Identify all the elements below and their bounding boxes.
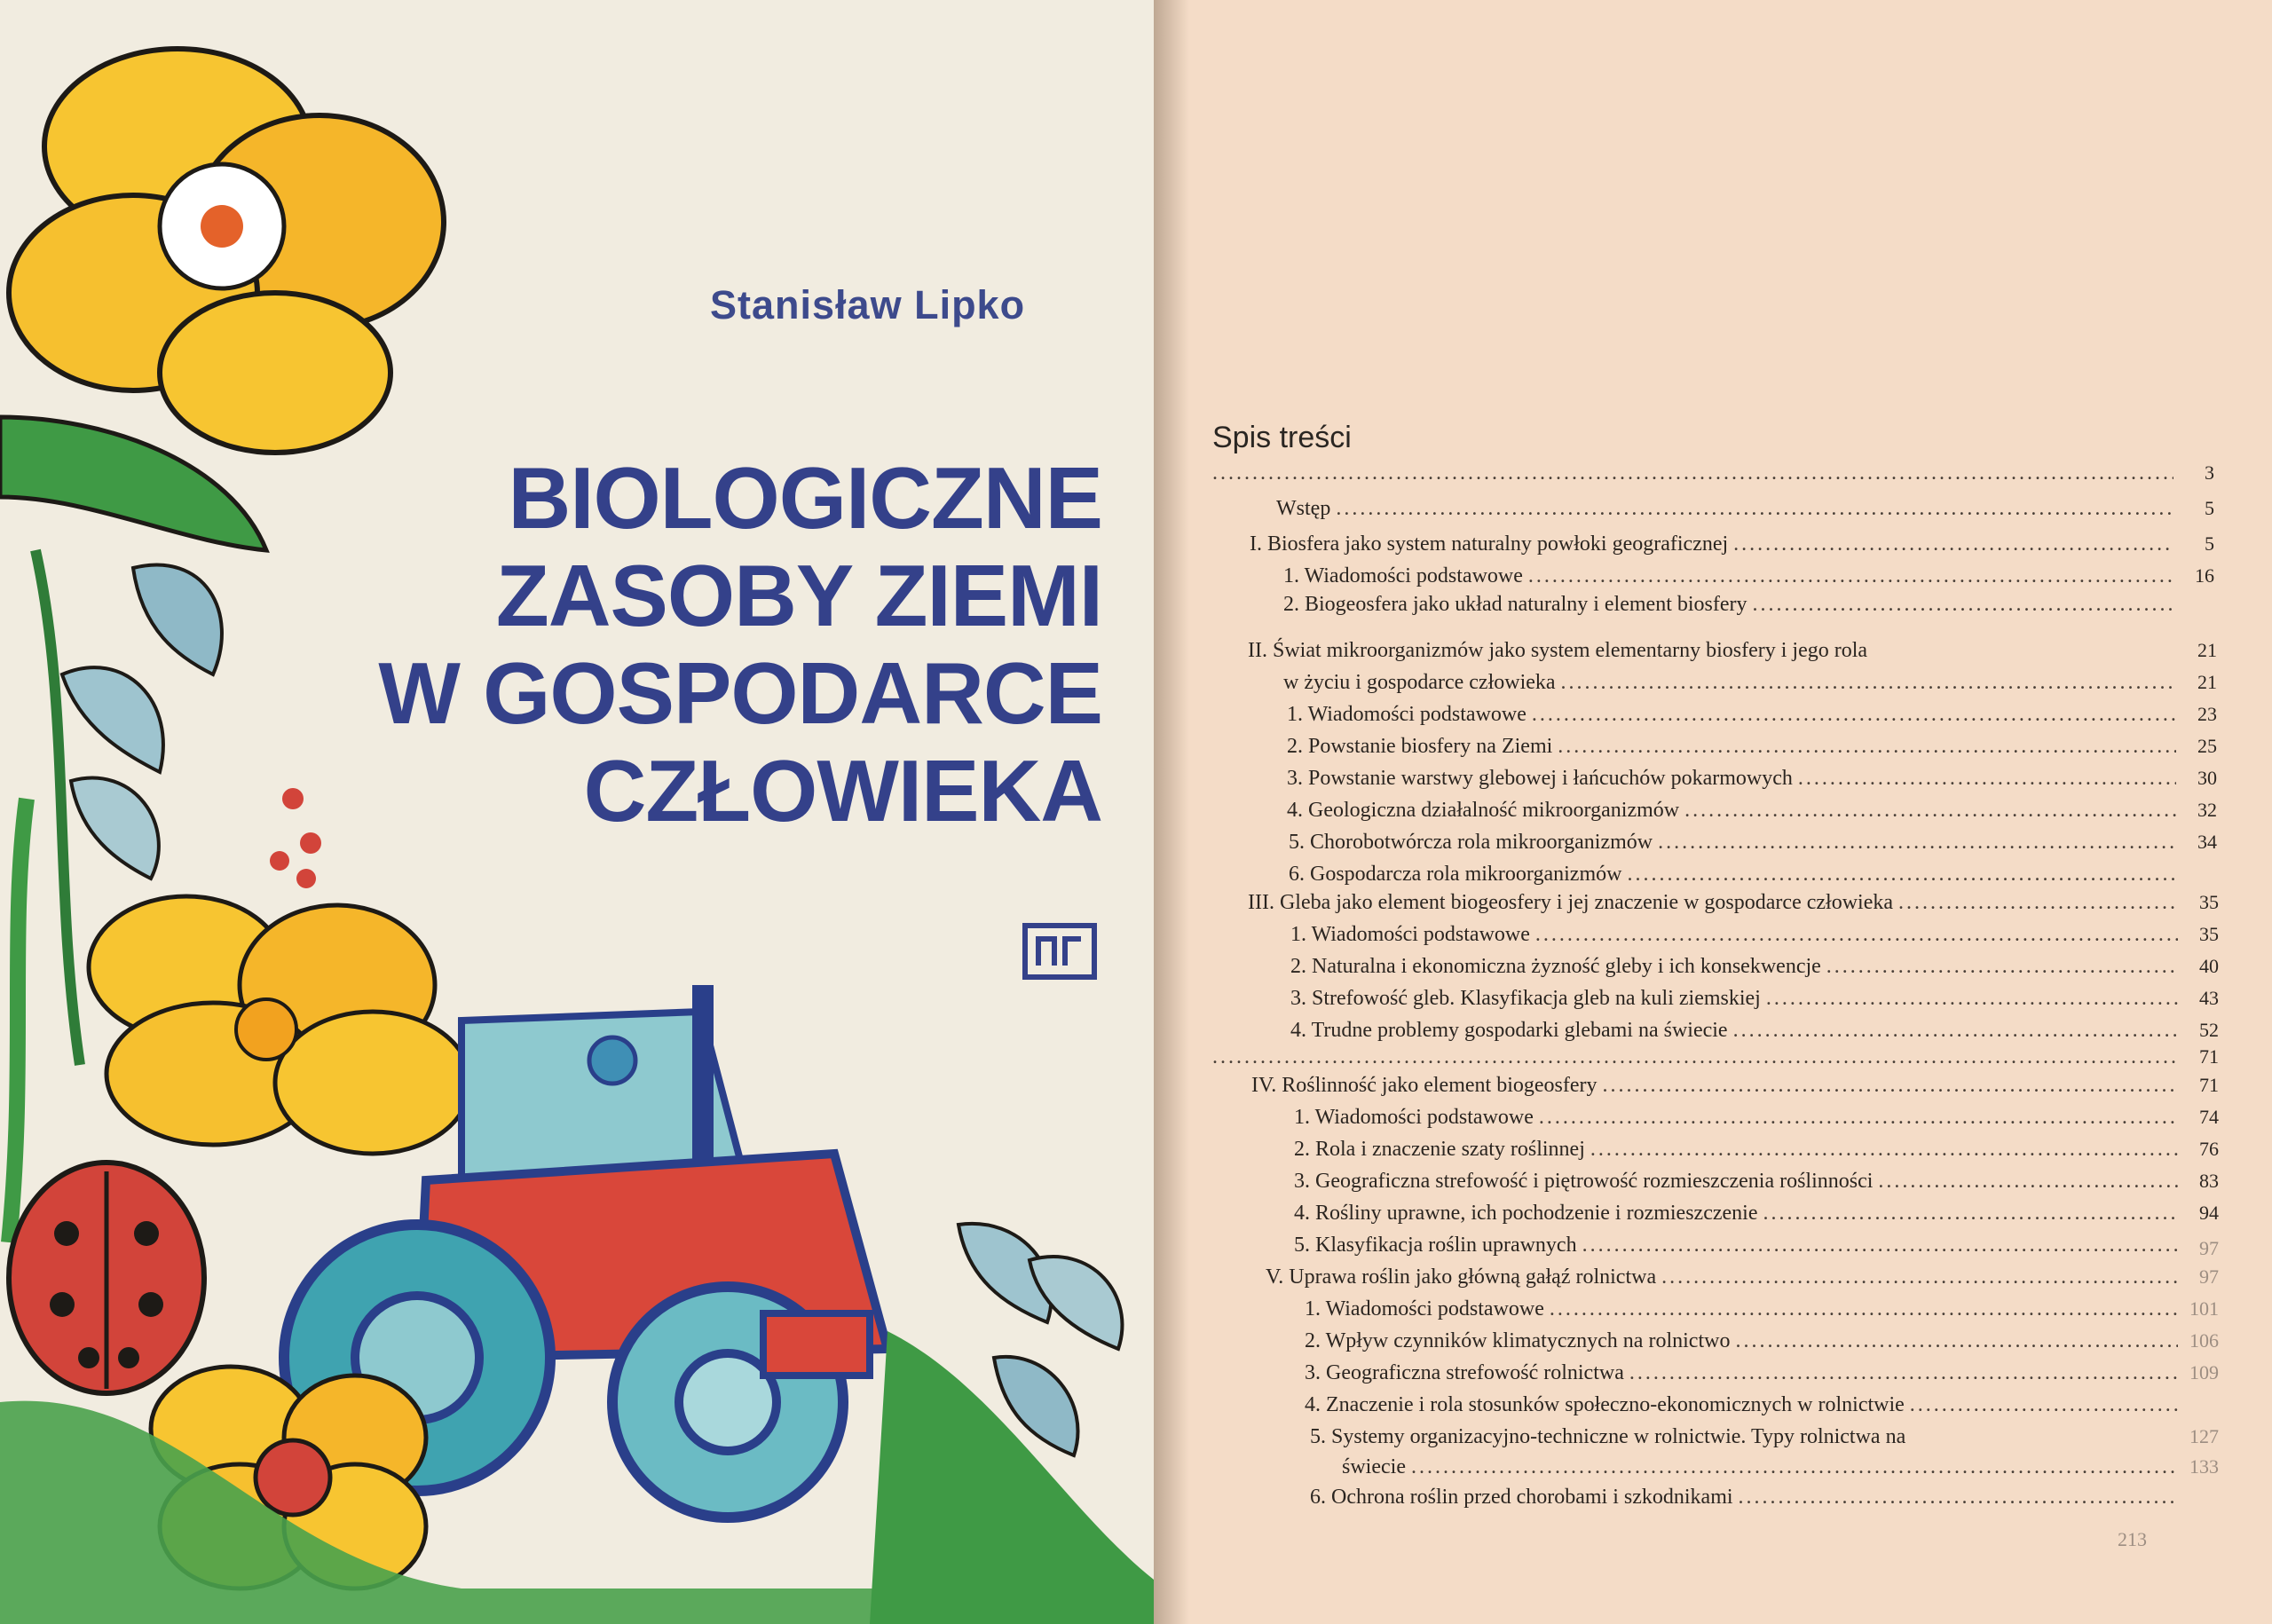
toc-entry: w życiu i gospodarce człowieka ..... 21 [1283, 671, 2217, 695]
toc-entry: ..... 71 [1207, 1045, 2219, 1069]
contents-page [1154, 0, 2272, 1624]
toc-entry: 2. Rola i znaczenie szaty roślinnej ..... 76 [1294, 1138, 2219, 1162]
toc-entry: 1. Wiadomości podstawowe ..... 23 [1287, 703, 2217, 727]
title-line: ZASOBY ZIEMI [495, 547, 1102, 644]
toc-entry: II. Świat mikroorganizmów jako system elementarny biosfery i jego rola 21 [1248, 639, 2217, 662]
title-line: CZŁOWIEKA [583, 742, 1102, 840]
ladybug [9, 1163, 204, 1393]
toc-entry: III. Gleba jako element biogeosfery i jej znaczenie w gospodarce człowieka ..... 35 [1248, 891, 2219, 915]
toc-entry: 2. Naturalna i ekonomiczna żyzność gleby i ich konsekwencje ..... 40 [1290, 955, 2219, 979]
toc-entry: 2. Biogeosfera jako układ naturalny i element biosfery ..... [1283, 593, 2214, 617]
toc-entry: 5. Chorobotwórcza rola mikroorganizmów ..... 34 [1289, 831, 2217, 855]
toc-entry: 6. Ochrona roślin przed chorobami i szkodnikami ..... [1310, 1486, 2219, 1510]
toc-entry: ..... 3 [1207, 461, 2214, 485]
book-title [250, 449, 1102, 840]
toc-entry: 1. Wiadomości podstawowe ..... 16 [1283, 564, 2214, 588]
toc-entry: I. Biosfera jako system naturalny powłoki geograficznej ..... 5 [1250, 532, 2214, 556]
toc-entry: 1. Wiadomości podstawowe ..... 74 [1294, 1106, 2219, 1130]
toc-entry: 3. Strefowość gleb. Klasyfikacja gleb na kuli ziemskiej ..... 43 [1290, 987, 2219, 1011]
yellow-flower-top [9, 49, 444, 453]
toc-entry: świecie ..... 133 [1342, 1455, 2219, 1479]
title-line: W GOSPODARCE [378, 644, 1102, 742]
toc-entry: IV. Roślinność jako element biogeosfery ..... 71 [1251, 1074, 2219, 1098]
toc-entry: 2. Wpływ czynników klimatycznych na rolnictwo ..... 106 [1305, 1329, 2219, 1353]
yellow-flower-middle [89, 896, 470, 1154]
toc-entry: 5. Klasyfikacja roślin uprawnych ..... [1294, 1234, 2219, 1257]
toc-entry: 97 [2199, 1237, 2219, 1259]
toc-entry: 4. Znaczenie i rola stosunków społeczno-ekonomicznych w rolnictwie ..... [1305, 1393, 2219, 1417]
toc-entry: Wstęp ..... 5 [1276, 497, 2214, 521]
toc-entry: V. Uprawa roślin jako główną gałąź rolnictwa ..... 97 [1266, 1265, 2219, 1289]
toc-entry: 4. Trudne problemy gospodarki glebami na świecie ..... 52 [1290, 1019, 2219, 1043]
toc-entry: 3. Geograficzna strefowość rolnictwa ..... 109 [1305, 1361, 2219, 1385]
toc-entry: 3. Powstanie warstwy glebowej i łańcuchów pokarmowych ..... 30 [1287, 767, 2217, 791]
toc-heading: Spis treści [1212, 421, 1352, 454]
publisher-logo-icon [1022, 923, 1097, 980]
toc-entry: 1. Wiadomości podstawowe ..... 35 [1290, 923, 2219, 947]
toc-list [1154, 0, 2272, 1624]
toc-entry: 4. Rośliny uprawne, ich pochodzenie i rozmieszczenie ..... 94 [1294, 1202, 2219, 1226]
toc-entry: 1. Wiadomości podstawowe ..... 101 [1305, 1297, 2219, 1321]
author-name: Stanisław Lipko [710, 282, 1026, 327]
toc-entry: 6. Gospodarcza rola mikroorganizmów ..... [1289, 863, 2217, 887]
toc-entry: 3. Geograficzna strefowość i piętrowość rozmieszczenia roślinności ..... 83 [1294, 1170, 2219, 1194]
toc-entry: 4. Geologiczna działalność mikroorganizmów ..... 32 [1287, 799, 2217, 823]
page-number: 213 [2118, 1528, 2147, 1550]
toc-entry: 5. Systemy organizacyjno-techniczne w rolnictwie. Typy rolnictwa na 127 [1310, 1425, 2219, 1448]
toc-entry: 2. Powstanie biosfery na Ziemi ..... 25 [1287, 735, 2217, 759]
title-line: BIOLOGICZNE [508, 449, 1102, 547]
